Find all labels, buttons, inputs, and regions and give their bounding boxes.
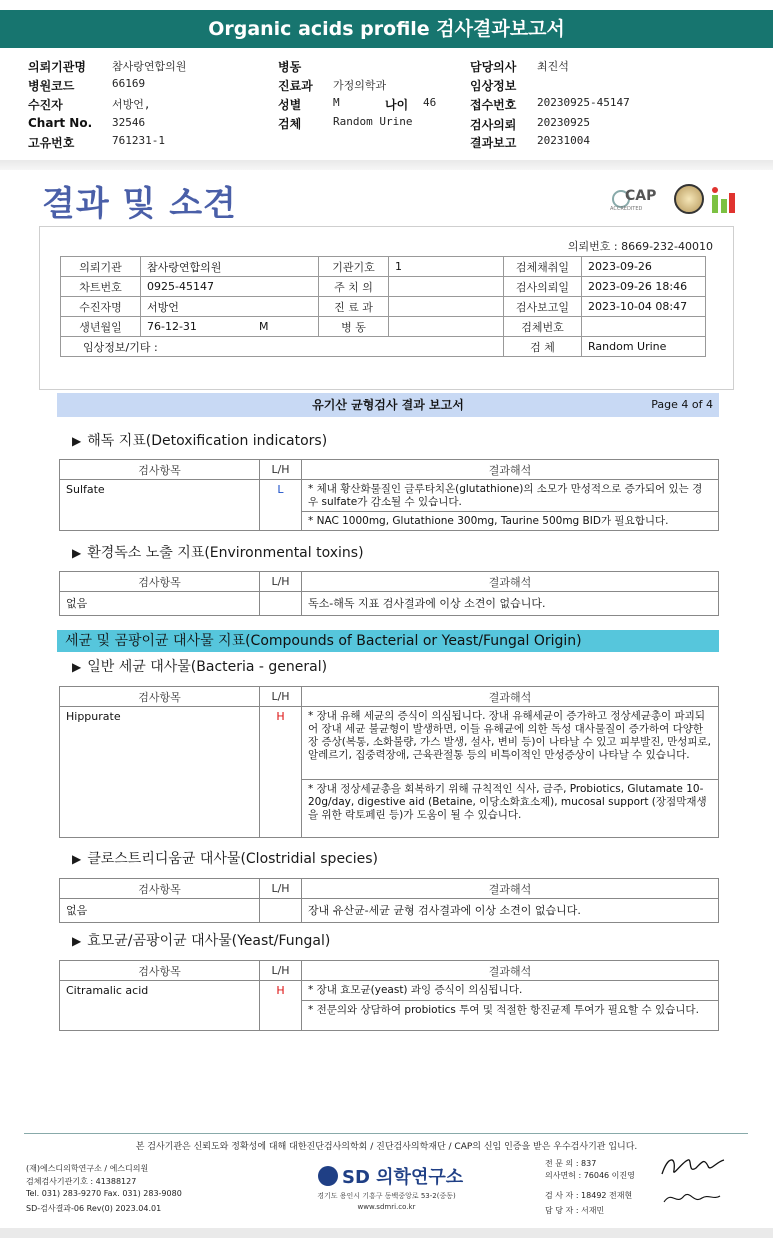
receipt-no-label: 접수번호	[470, 98, 517, 112]
patient-label: 수진자	[28, 98, 63, 112]
section-heading-bacteria	[72, 656, 327, 676]
lh-flag: H	[260, 981, 302, 1031]
birth-date: 76-12-31	[147, 320, 197, 333]
interpretation	[302, 480, 719, 531]
triangle-icon: ▶	[72, 660, 82, 674]
patient-row	[61, 317, 706, 337]
chart-no-label: Chart No.	[28, 116, 93, 130]
footer-divider	[24, 1133, 748, 1134]
patient-cell	[389, 317, 504, 337]
report-banner: Organic acids profile 검사결과보고서	[0, 10, 773, 48]
header-interp: 결과해석	[302, 572, 719, 592]
interp-block: * 장내 유해 세균의 증식이 의심됩니다. 장내 유해세균이 증가하고 정상세균총이 파괴되어 장내 세균 불균형이 발생하면, 이들 유해균에 의한 독성 대사물질이 증가하여 다양한 장 증상(복통, 소화불량, 가스 발생, 설사, 변비 등)이 나타날 수 있고 피부발진, 만성피로, 알레르기, 집중력장애, 근육관절통 등의 비특이적인 만성증상이 나타날 수 있습니다.	[308, 710, 711, 761]
header-item: 검사항목	[60, 572, 260, 592]
section-heading-env	[72, 542, 364, 562]
patient-cell: 진 료 과	[319, 297, 389, 317]
patient-cell: 주 치 의	[319, 277, 389, 297]
patient-value: 서방언,	[112, 98, 151, 111]
table-header-row	[60, 687, 719, 707]
interpretation	[302, 981, 719, 1031]
section-title: 해독 지표(Detoxification indicators)	[87, 433, 328, 449]
patient-cell: 2023-10-04 08:47	[582, 297, 706, 317]
item-name: Hippurate	[60, 707, 260, 838]
triangle-icon: ▶	[72, 852, 82, 866]
table-row	[60, 707, 719, 838]
hospital-code-value: 66169	[112, 77, 146, 90]
sex-label: 성별	[278, 98, 302, 112]
patient-cell	[389, 277, 504, 297]
triangle-icon: ▶	[72, 934, 82, 948]
header-info	[0, 54, 773, 154]
specimen-value: Random Urine	[333, 115, 413, 128]
category-bar: 세균 및 곰팡이균 대사물 지표(Compounds of Bacterial or Yeast/Fungal Origin)	[57, 630, 719, 652]
footer-specialist: 전 문 의 : 837	[545, 1159, 597, 1168]
env-table	[59, 571, 719, 616]
tester-signature-icon	[660, 1186, 724, 1210]
table-row	[60, 899, 719, 923]
department-value: 가정의학과	[333, 79, 387, 92]
patient-cell: 2023-09-26	[582, 257, 706, 277]
patient-cell: 참사랑연합의원	[141, 257, 319, 277]
interpretation	[302, 707, 719, 838]
sd-logo	[318, 1163, 463, 1189]
section-heading-detox	[72, 430, 327, 450]
clinical-info-cell	[61, 337, 504, 357]
section-heading-yeast	[72, 930, 330, 950]
request-date-label: 검사의뢰	[470, 118, 517, 132]
chart-no-value: 32546	[112, 116, 146, 129]
cap-logo-text: CAP	[625, 188, 657, 204]
unique-no-label: 고유번호	[28, 136, 75, 150]
report-title-bar	[57, 393, 719, 417]
patient-cell	[582, 317, 706, 337]
header-item: 검사항목	[60, 460, 260, 480]
page-indicator: Page 4 of 4	[651, 398, 713, 411]
footer-website: www.sdmri.co.kr	[357, 1203, 416, 1211]
table-header-row	[60, 879, 719, 899]
patient-cell: 기관기호	[319, 257, 389, 277]
patient-cell: 1	[389, 257, 504, 277]
interp-block: * 체내 황산화물질인 글루타치온(glutathione)의 소모가 만성적으로 증가되어 있는 경우 sulfate가 감소될 수 있습니다.	[308, 483, 703, 508]
sex-value: M	[333, 96, 340, 109]
bacteria-table	[59, 686, 719, 838]
header-item: 검사항목	[60, 961, 260, 981]
section-heading-clostridia	[72, 848, 378, 868]
patient-cell: 의뢰기관	[61, 257, 141, 277]
lh-flag: H	[260, 707, 302, 838]
header-lh: L/H	[260, 687, 302, 707]
specimen-label-cell: 검 체	[504, 337, 582, 357]
cap-logo	[610, 186, 668, 216]
footer-address: 경기도 용인시 기흥구 동백중앙로 53-2(중동)	[317, 1192, 456, 1200]
interp-block: * 전문의와 상담하여 probiotics 투여 및 적절한 항진균제 투여가 필요할 수 있습니다.	[302, 1000, 718, 1030]
hospital-code-label: 병원코드	[28, 79, 75, 93]
item-name: 없음	[60, 899, 260, 923]
sd-logo-text: SD 의학연구소	[342, 1167, 464, 1188]
table-header-row	[60, 961, 719, 981]
triangle-icon: ▶	[72, 434, 82, 448]
patient-cell: 0925-45147	[141, 277, 319, 297]
patient-cell: 수진자명	[61, 297, 141, 317]
footer-license: 의사면허 : 76046 이진영	[545, 1171, 635, 1180]
patient-row	[61, 297, 706, 317]
results-title: 결과 및 소견	[42, 184, 237, 224]
table-header-row	[60, 572, 719, 592]
lh-flag	[260, 899, 302, 923]
footer-accreditation-note: 본 검사기관은 신뢰도와 정확성에 대해 대한진단검사의학회 / 진단검사의학재단 / CAP의 신임 인증을 받은 우수검사기관 입니다.	[135, 1142, 638, 1152]
age-value: 46	[423, 96, 437, 109]
specimen-value-cell: Random Urine	[582, 337, 706, 357]
ward-label: 병동	[278, 60, 302, 74]
triangle-icon: ▶	[72, 546, 82, 560]
hospital-name-value: 참사랑연합의원	[112, 60, 187, 73]
patient-row	[61, 337, 706, 357]
interpretation: 독소-해독 지표 검사결과에 이상 소견이 없습니다.	[302, 592, 719, 616]
patient-cell: 생년월일	[61, 317, 141, 337]
section-title: 클로스트리디움균 대사물(Clostridial species)	[87, 851, 379, 867]
patient-cell: 검사보고일	[504, 297, 582, 317]
header-interp: 결과해석	[302, 961, 719, 981]
section-title: 일반 세균 대사물(Bacteria - general)	[87, 659, 328, 675]
header-lh: L/H	[260, 572, 302, 592]
patient-cell: 2023-09-26 18:46	[582, 277, 706, 297]
table-row	[60, 592, 719, 616]
item-name: Citramalic acid	[60, 981, 260, 1031]
report-date-label: 결과보고	[470, 136, 517, 150]
gender-value: M	[258, 320, 269, 333]
header-interp: 결과해석	[302, 460, 719, 480]
request-number: 의뢰번호 : 8669-232-40010	[567, 240, 713, 253]
patient-row	[61, 257, 706, 277]
patient-info-table	[60, 256, 706, 357]
interp-block: * NAC 1000mg, Glutathione 300mg, Taurine 500mg BID가 필요합니다.	[302, 511, 718, 530]
clinical-info-label: 임상정보	[470, 79, 517, 93]
footer-tester: 검 사 자 : 18492 전재현	[545, 1191, 633, 1200]
patient-row	[61, 277, 706, 297]
header-interp: 결과해석	[302, 879, 719, 899]
header-lh: L/H	[260, 961, 302, 981]
bottom-strip	[0, 1228, 773, 1238]
yeast-table	[59, 960, 719, 1031]
patient-cell: 검사의뢰일	[504, 277, 582, 297]
patient-cell: 차트번호	[61, 277, 141, 297]
interpretation: 장내 유산균-세균 균형 검사결과에 이상 소견이 없습니다.	[302, 899, 719, 923]
footer-contact: Tel. 031) 283-9270 Fax. 031) 283-9080	[26, 1189, 182, 1198]
report-title: 유기산 균형검사 결과 보고서	[312, 398, 464, 412]
table-row	[60, 480, 719, 531]
lh-flag	[260, 592, 302, 616]
footer-manager: 담 당 자 : 서재민	[545, 1206, 605, 1215]
header-divider	[0, 160, 773, 170]
header-item: 검사항목	[60, 879, 260, 899]
patient-cell: 검체채취일	[504, 257, 582, 277]
table-row	[60, 981, 719, 1031]
clostridia-table	[59, 878, 719, 923]
footer-org: (재)에스디의학연구소 / 에스디의원	[26, 1164, 149, 1173]
patient-cell: 검체번호	[504, 317, 582, 337]
hospital-name-label: 의뢰기관명	[28, 60, 86, 74]
patient-cell	[141, 317, 319, 337]
header-lh: L/H	[260, 460, 302, 480]
request-date-value: 20230925	[537, 116, 590, 129]
doctor-value: 최진석	[537, 60, 569, 73]
receipt-no-value: 20230925-45147	[537, 96, 630, 109]
interp-block: * 장내 정상세균총을 회복하기 위해 규칙적인 식사, 금주, Probiotics, Glutamate 10-20g/day, digestive aid (Betaine, 이당소화효소제), mucosal support (장점막재생을 위한 락토페린 등)가 도움이 될 수 있습니다.	[302, 779, 718, 837]
interp-block: * 장내 효모균(yeast) 과잉 증식이 의심됩니다.	[308, 984, 523, 996]
header-lh: L/H	[260, 879, 302, 899]
doctor-label: 담당의사	[470, 60, 517, 74]
society-seal-icon	[674, 184, 704, 214]
section-title: 환경독소 노출 지표(Environmental toxins)	[87, 545, 364, 561]
header-item: 검사항목	[60, 687, 260, 707]
cap-logo-sub: ACCREDITED	[610, 206, 643, 212]
unique-no-value: 761231-1	[112, 134, 165, 147]
patient-cell	[389, 297, 504, 317]
clinical-info-label: 임상정보/기타 :	[83, 340, 158, 354]
specimen-label: 검체	[278, 117, 302, 131]
section-title: 효모균/곰팡이균 대사물(Yeast/Fungal)	[87, 933, 331, 949]
report-date-value: 20231004	[537, 134, 590, 147]
lh-flag: L	[260, 480, 302, 531]
footer-form-no: SD-검사결과-06 Rev(0) 2023.04.01	[26, 1204, 162, 1213]
department-label: 진료과	[278, 79, 313, 93]
item-name: 없음	[60, 592, 260, 616]
item-name: Sulfate	[60, 480, 260, 531]
table-header-row	[60, 460, 719, 480]
age-label: 나이	[385, 98, 409, 112]
doctor-signature-icon	[658, 1152, 728, 1182]
header-interp: 결과해석	[302, 687, 719, 707]
patient-cell: 서방언	[141, 297, 319, 317]
lab-foundation-logo-icon	[710, 185, 736, 215]
patient-cell: 병 동	[319, 317, 389, 337]
sd-logo-icon	[318, 1166, 338, 1186]
detox-table	[59, 459, 719, 531]
footer-lab-code: 검체검사기관기호 : 41388127	[26, 1177, 137, 1186]
